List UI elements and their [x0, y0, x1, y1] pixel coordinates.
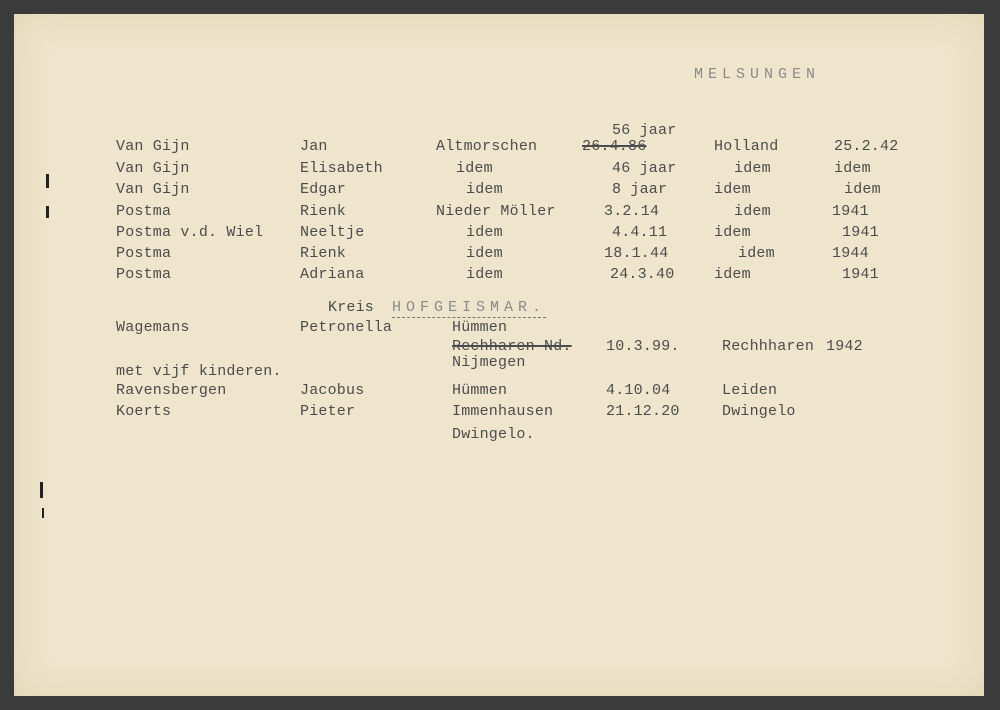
year: idem [844, 181, 881, 198]
birth-date: 21.12.20 [606, 403, 680, 420]
punch-mark [46, 206, 49, 218]
country: idem [738, 245, 775, 262]
birth-date: 18.1.44 [604, 245, 669, 262]
country: idem [714, 224, 751, 241]
country: idem [734, 160, 771, 177]
place-2: Rechharen-Nd. [452, 338, 572, 355]
birth-date: 8 jaar [612, 181, 668, 198]
country: Leiden [722, 382, 778, 399]
first-name: Jacobus [300, 382, 365, 399]
punch-mark [46, 174, 49, 188]
country: idem [714, 181, 751, 198]
age-note: 56 jaar [612, 122, 677, 139]
surname: Postma [116, 203, 172, 220]
place: Hümmen [452, 382, 508, 399]
section-label: Kreis [328, 299, 375, 316]
surname: Koerts [116, 403, 172, 420]
document-sheet [14, 14, 984, 696]
place: idem [456, 160, 493, 177]
year: 1941 [842, 266, 879, 283]
first-name: Rienk [300, 203, 347, 220]
country: Holland [714, 138, 779, 155]
birth-date: 3.2.14 [604, 203, 660, 220]
surname: Van Gijn [116, 138, 190, 155]
birth-date: 10.3.99. [606, 338, 680, 355]
first-name: Neeltje [300, 224, 365, 241]
year: idem [834, 160, 871, 177]
birth-date: 4.10.04 [606, 382, 671, 399]
year: 1941 [832, 203, 869, 220]
surname: Postma v.d. Wiel [116, 224, 264, 241]
place-3: Nijmegen [452, 354, 526, 371]
surname: Ravensbergen [116, 382, 227, 399]
place: idem [466, 224, 503, 241]
first-name: Jan [300, 138, 328, 155]
year: 1941 [842, 224, 879, 241]
place: idem [466, 245, 503, 262]
place: Immenhausen [452, 403, 554, 420]
birth-date: 46 jaar [612, 160, 677, 177]
first-name: Elisabeth [300, 160, 383, 177]
place: Hümmen [452, 319, 508, 336]
surname: Wagemans [116, 319, 190, 336]
place: idem [466, 181, 503, 198]
first-name: Rienk [300, 245, 347, 262]
country: Rechhharen [722, 338, 815, 355]
surname: Van Gijn [116, 160, 190, 177]
place-2: Dwingelo. [452, 426, 535, 443]
first-name: Adriana [300, 266, 365, 283]
first-name: Petronella [300, 319, 393, 336]
surname: Postma [116, 245, 172, 262]
country: idem [734, 203, 771, 220]
birth-date: 4.4.11 [612, 224, 668, 241]
year: 1942 [826, 338, 863, 355]
note: met vijf kinderen. [116, 363, 282, 380]
year: 1944 [832, 245, 869, 262]
surname: Postma [116, 266, 172, 283]
first-name: Edgar [300, 181, 347, 198]
country: Dwingelo [722, 403, 796, 420]
birth-date: 26.4.86 [582, 138, 647, 155]
surname: Van Gijn [116, 181, 190, 198]
place: idem [466, 266, 503, 283]
year: 25.2.42 [834, 138, 899, 155]
place: Altmorschen [436, 138, 538, 155]
country: idem [714, 266, 751, 283]
first-name: Pieter [300, 403, 356, 420]
place: Nieder Möller [436, 203, 556, 220]
section-name: HOFGEISMAR. [392, 299, 547, 316]
page-heading: MELSUNGEN [694, 66, 821, 83]
punch-mark [42, 508, 44, 518]
birth-date: 24.3.40 [610, 266, 675, 283]
punch-mark [40, 482, 43, 498]
